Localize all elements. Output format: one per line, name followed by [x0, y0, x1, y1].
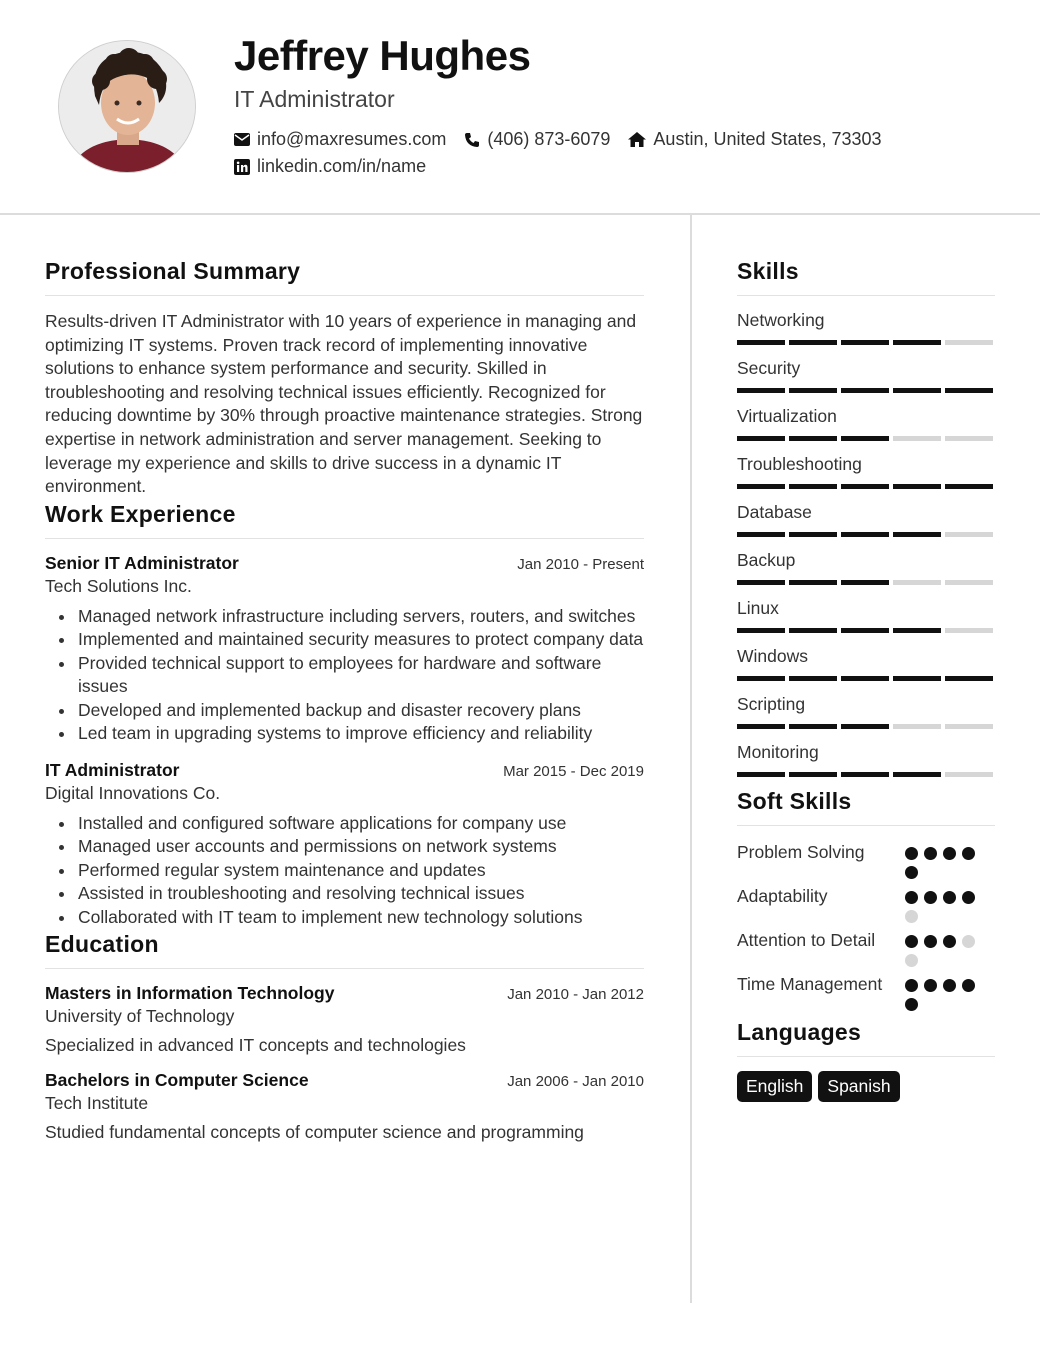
- job-role: Senior IT Administrator: [45, 552, 239, 573]
- job-bullet: Managed user accounts and permissions on network systems: [45, 835, 644, 859]
- skill-item: [737, 646, 995, 681]
- soft-skill-name: Attention to Detail: [737, 930, 876, 950]
- skill-level-segment: [893, 340, 941, 345]
- skill-level-segment: [945, 628, 993, 633]
- rating-dot: [905, 979, 918, 992]
- contact-linkedin[interactable]: [234, 156, 426, 177]
- soft-skill-item: [737, 884, 995, 923]
- skill-level-bar: [737, 724, 995, 729]
- education-entry: [45, 983, 644, 1056]
- skill-level-segment: [893, 580, 941, 585]
- skill-level-segment: [945, 532, 993, 537]
- experience-heading: Work Experience: [45, 501, 644, 539]
- skill-level-segment: [893, 628, 941, 633]
- education-entry: [45, 1070, 644, 1143]
- skill-level-bar: [737, 628, 995, 633]
- skill-name: Backup: [737, 550, 796, 570]
- skill-level-segment: [841, 628, 889, 633]
- skill-name: Database: [737, 502, 812, 522]
- envelope-icon: [234, 133, 250, 146]
- skill-item: [737, 358, 995, 393]
- rating-dot: [924, 935, 937, 948]
- skill-name: Troubleshooting: [737, 454, 862, 474]
- skill-level-segment: [737, 340, 785, 345]
- skill-level-segment: [737, 628, 785, 633]
- soft-skill-rating: [905, 884, 985, 923]
- candidate-title: IT Administrator: [234, 86, 395, 112]
- skill-level-segment: [789, 676, 837, 681]
- skill-level-segment: [841, 388, 889, 393]
- school: Tech Institute: [45, 1093, 149, 1114]
- skill-level-segment: [841, 532, 889, 537]
- skill-level-bar: [737, 580, 995, 585]
- email-text: info@maxresumes.com: [257, 129, 447, 149]
- skill-level-segment: [737, 772, 785, 777]
- skill-level-segment: [841, 724, 889, 729]
- rating-dot: [943, 979, 956, 992]
- skill-item: [737, 310, 995, 345]
- job-bullet: Performed regular system maintenance and updates: [45, 859, 644, 883]
- skill-name: Windows: [737, 646, 808, 666]
- skill-level-segment: [737, 532, 785, 537]
- job-company: Digital Innovations Co.: [45, 782, 221, 803]
- skill-name: Monitoring: [737, 742, 819, 762]
- profile-photo-illustration: [59, 41, 196, 173]
- skill-level-segment: [789, 340, 837, 345]
- skill-item: [737, 598, 995, 633]
- column-divider: [690, 215, 692, 1303]
- job-company: Tech Solutions Inc.: [45, 575, 192, 596]
- home-icon: [628, 132, 646, 147]
- rating-dot: [943, 891, 956, 904]
- soft-skills-list: [737, 840, 995, 1011]
- skill-level-segment: [945, 676, 993, 681]
- job-date: Mar 2015 - Dec 2019: [503, 762, 644, 780]
- resume-header: [0, 0, 1040, 215]
- job-entry: [45, 760, 644, 930]
- summary-text: Results-driven IT Administrator with 10 years of experience in managing and optimizing IT systems. Proven track record of implementing innovative solutions to enhance system performance and security. Skilled in troubleshooting and resolving technical issues efficiently. Recognized for reducing downtime by 30% through proactive maintenance strategies. Strong expertise in network administration and server management. Seeking to leverage my experience and skills to drive success in a dynamic IT environment.: [45, 311, 643, 497]
- skill-level-segment: [945, 436, 993, 441]
- skill-level-segment: [841, 436, 889, 441]
- skill-level-segment: [841, 340, 889, 345]
- languages-list: [737, 1071, 995, 1102]
- skill-level-bar: [737, 436, 995, 441]
- rating-dot: [962, 935, 975, 948]
- profile-photo: [58, 40, 196, 173]
- skill-item: [737, 406, 995, 441]
- education-date: Jan 2006 - Jan 2010: [507, 1073, 644, 1091]
- skill-level-segment: [737, 580, 785, 585]
- soft-skills-heading: Soft Skills: [737, 788, 995, 826]
- skill-level-segment: [789, 772, 837, 777]
- job-bullet: Installed and configured software applications for company use: [45, 812, 644, 836]
- skill-name: Virtualization: [737, 406, 837, 426]
- skill-item: [737, 454, 995, 489]
- education-description: Studied fundamental concepts of computer science and programming: [45, 1122, 584, 1143]
- skill-level-bar: [737, 532, 995, 537]
- job-bullet: Assisted in troubleshooting and resolving technical issues: [45, 882, 644, 906]
- rating-dot: [962, 891, 975, 904]
- skill-level-segment: [893, 724, 941, 729]
- phone-text: (406) 873-6079: [487, 129, 611, 149]
- job-bullet: Collaborated with IT team to implement new technology solutions: [45, 906, 644, 930]
- skill-level-segment: [737, 484, 785, 489]
- skill-level-segment: [893, 388, 941, 393]
- skill-level-segment: [737, 436, 785, 441]
- rating-dot: [924, 847, 937, 860]
- skill-level-segment: [789, 532, 837, 537]
- rating-dot: [924, 979, 937, 992]
- degree: Bachelors in Computer Science: [45, 1070, 309, 1091]
- location-text: Austin, United States, 73303: [653, 129, 882, 149]
- contact-email[interactable]: [234, 129, 446, 150]
- skill-level-segment: [945, 484, 993, 489]
- skill-item: [737, 742, 995, 777]
- skill-level-segment: [945, 388, 993, 393]
- skills-heading: Skills: [737, 258, 995, 296]
- skill-level-bar: [737, 676, 995, 681]
- skill-level-segment: [841, 676, 889, 681]
- rating-dot: [943, 847, 956, 860]
- skill-level-segment: [893, 676, 941, 681]
- skill-level-segment: [945, 340, 993, 345]
- rating-dot: [962, 979, 975, 992]
- skill-level-segment: [945, 724, 993, 729]
- languages-heading: Languages: [737, 1019, 995, 1057]
- rating-dot: [905, 954, 918, 967]
- candidate-name: Jeffrey Hughes: [234, 32, 531, 79]
- sidebar-column: [737, 258, 995, 1102]
- rating-dot: [905, 998, 918, 1011]
- job-role: IT Administrator: [45, 759, 180, 780]
- skill-name: Security: [737, 358, 801, 378]
- job-bullet: Implemented and maintained security measures to protect company data: [45, 628, 644, 652]
- rating-dot: [905, 910, 918, 923]
- skill-level-segment: [737, 388, 785, 393]
- soft-skill-rating: [905, 928, 985, 967]
- job-bullet: Led team in upgrading systems to improve efficiency and reliability: [45, 722, 644, 746]
- skills-list: [737, 310, 995, 777]
- summary-heading: Professional Summary: [45, 258, 644, 296]
- skill-level-segment: [789, 580, 837, 585]
- education-date: Jan 2010 - Jan 2012: [507, 986, 644, 1004]
- soft-skill-rating: [905, 840, 985, 879]
- skill-name: Scripting: [737, 694, 806, 714]
- contact-row-secondary: [234, 156, 444, 177]
- language-tag: English: [737, 1071, 812, 1102]
- skill-level-segment: [789, 388, 837, 393]
- skill-level-segment: [841, 580, 889, 585]
- skill-level-segment: [893, 532, 941, 537]
- soft-skill-item: [737, 972, 995, 1011]
- skill-level-segment: [841, 484, 889, 489]
- contact-location: [628, 129, 881, 150]
- skill-level-bar: [737, 388, 995, 393]
- skill-level-segment: [789, 724, 837, 729]
- linkedin-icon: [234, 159, 250, 175]
- job-date: Jan 2010 - Present: [517, 555, 644, 573]
- skill-item: [737, 694, 995, 729]
- job-bullets: [45, 605, 644, 746]
- main-column: [45, 258, 644, 1143]
- skill-level-bar: [737, 772, 995, 777]
- language-tag: Spanish: [818, 1071, 899, 1102]
- skill-level-bar: [737, 484, 995, 489]
- skill-name: Linux: [737, 598, 779, 618]
- soft-skill-name: Adaptability: [737, 886, 828, 906]
- contact-phone[interactable]: [464, 129, 610, 150]
- skill-level-segment: [789, 628, 837, 633]
- rating-dot: [905, 847, 918, 860]
- soft-skill-item: [737, 840, 995, 879]
- job-bullets: [45, 812, 644, 930]
- job-bullet: Provided technical support to employees for hardware and software issues: [45, 652, 644, 699]
- skill-item: [737, 502, 995, 537]
- job-entry: [45, 553, 644, 746]
- skill-level-segment: [945, 580, 993, 585]
- rating-dot: [924, 891, 937, 904]
- phone-icon: [464, 132, 480, 148]
- job-bullet: Managed network infrastructure including servers, routers, and switches: [45, 605, 644, 629]
- skill-name: Networking: [737, 310, 825, 330]
- soft-skill-name: Time Management: [737, 974, 883, 994]
- skill-level-segment: [893, 772, 941, 777]
- education-heading: Education: [45, 931, 644, 969]
- soft-skill-item: [737, 928, 995, 967]
- skill-level-segment: [737, 724, 785, 729]
- skill-level-segment: [945, 772, 993, 777]
- rating-dot: [962, 847, 975, 860]
- skill-level-segment: [737, 676, 785, 681]
- degree: Masters in Information Technology: [45, 983, 335, 1004]
- job-bullet: Developed and implemented backup and disaster recovery plans: [45, 699, 644, 723]
- linkedin-text: linkedin.com/in/name: [257, 156, 427, 176]
- skill-level-segment: [841, 772, 889, 777]
- skill-level-segment: [789, 484, 837, 489]
- skill-level-segment: [893, 484, 941, 489]
- skill-item: [737, 550, 995, 585]
- skill-level-segment: [893, 436, 941, 441]
- soft-skill-rating: [905, 972, 985, 1011]
- skill-level-segment: [789, 436, 837, 441]
- skill-level-bar: [737, 340, 995, 345]
- education-description: Specialized in advanced IT concepts and technologies: [45, 1035, 466, 1056]
- rating-dot: [943, 935, 956, 948]
- rating-dot: [905, 935, 918, 948]
- rating-dot: [905, 891, 918, 904]
- contact-row-primary: [234, 129, 900, 150]
- rating-dot: [905, 866, 918, 879]
- school: University of Technology: [45, 1006, 235, 1027]
- soft-skill-name: Problem Solving: [737, 842, 865, 862]
